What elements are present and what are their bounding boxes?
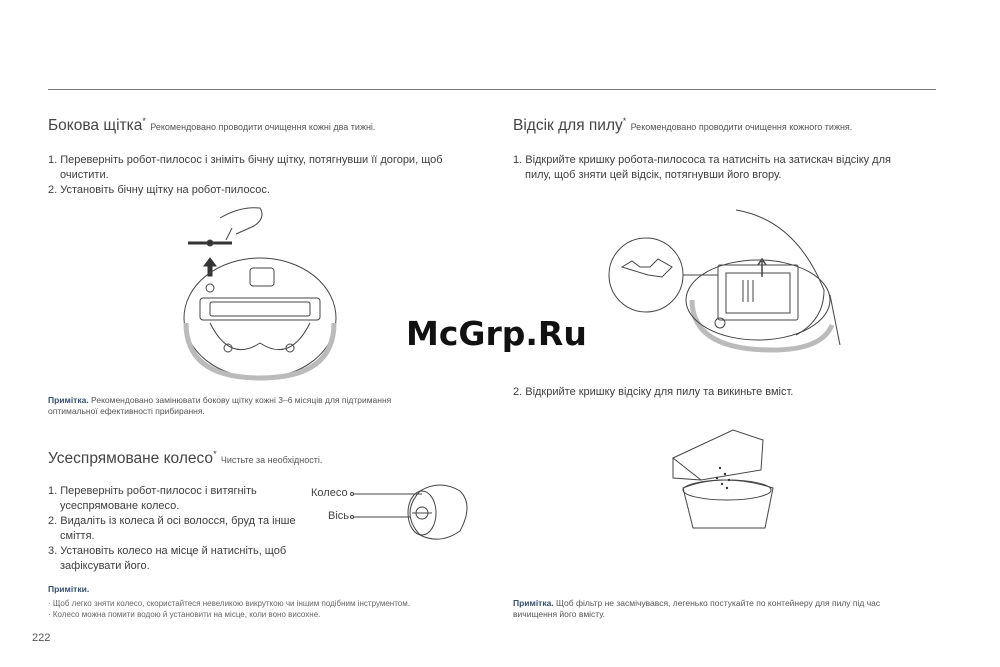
- side-brush-title: Бокова щітка: [48, 117, 143, 135]
- dustbin-title: Відсік для пилу: [513, 117, 623, 135]
- dustbin-star: *: [622, 116, 627, 126]
- wheel-step1-cont: усеспрямоване колесо.: [60, 500, 180, 512]
- robot-dustbin-illustration: [608, 205, 848, 365]
- side-brush-step2: 2. Установіть бічну щітку на робот-пилосос.: [48, 184, 270, 196]
- side-brush-note: [48, 395, 488, 417]
- dustbin-note: [513, 598, 953, 620]
- robot-bottom-illustration: [180, 198, 340, 388]
- dustbin-note-label: Примітка.: [513, 598, 554, 608]
- side-brush-step1: 1. Переверніть робот-пилосос і зніміть бічну щітку, потягнувши її догори, щоб: [48, 154, 443, 166]
- side-brush-star: *: [142, 116, 146, 126]
- dustbin-heading: [513, 116, 852, 135]
- wheel-step1: 1. Переверніть робот-пилосос і витягніть: [48, 485, 257, 497]
- wheel-label: Колесо: [311, 487, 348, 499]
- side-brush-note-text: Рекомендовано замінювати бокову щітку кожні 3–6 місяців для підтримання: [88, 395, 392, 405]
- dustbin-recommendation: Рекомендовано проводити очищення кожного тижня.: [630, 122, 853, 133]
- wheel-step3-cont: зафіксувати його.: [60, 560, 150, 572]
- wheel-notes: [48, 598, 498, 620]
- watermark-text: McGrp.Ru: [406, 314, 587, 353]
- side-brush-steps: [48, 153, 488, 198]
- wheel-illustration: [350, 485, 480, 545]
- wheel-note-2: · Колесо можна помити водою й установити на місце, коли воно висохне.: [48, 610, 321, 619]
- wheel-title: Усеспрямоване колесо: [48, 450, 214, 468]
- wheel-notes-label: Примітки.: [48, 584, 90, 594]
- dustbin-note-text: Щоб фільтр не засмічувався, легенько постукайте по контейнеру для пилу під час: [553, 598, 881, 608]
- wheel-note-1-text: Щоб легко зняти колесо, скористайтеся невеликою викруткою чи іншим подібним інструментом.: [52, 599, 410, 608]
- wheel-step2: 2. Видаліть із колеса й осі волосся, бруд та інше: [48, 515, 296, 527]
- header-rule: [48, 89, 936, 90]
- side-brush-step1-cont: очистити.: [60, 169, 109, 181]
- dustbin-step1: 1. Відкрийте кришку робота-пилососа та натисніть на затискач відсіку для: [513, 154, 891, 166]
- dustbin-step1-cont: пилу, щоб зняти цей відсік, потягнувши його вгору.: [525, 169, 782, 181]
- wheel-notes-label-wrap: [48, 584, 89, 595]
- side-brush-note-text-cont: оптимальної ефективності прибирання.: [48, 406, 205, 416]
- wheel-step3: 3. Установіть колесо на місце й натисніть, щоб: [48, 545, 287, 557]
- dustbin-empty-illustration: [665, 418, 785, 528]
- wheel-steps: [48, 484, 318, 574]
- wheel-star: *: [213, 449, 217, 459]
- wheel-note-2-text: Колесо можна помити водою й установити на місце, коли воно висохне.: [52, 610, 321, 619]
- side-brush-heading: [48, 116, 375, 135]
- axle-label: Вісь: [328, 510, 350, 522]
- dustbin-step2: 2. Відкрийте кришку відсіку для пилу та викиньте вміст.: [513, 386, 794, 398]
- wheel-step2-cont: сміття.: [60, 530, 95, 542]
- page-number: 222: [32, 632, 51, 644]
- side-brush-recommendation: Рекомендовано проводити очищення кожні два тижні.: [150, 122, 376, 133]
- wheel-heading: [48, 449, 322, 468]
- dustbin-steps-1: [513, 153, 953, 183]
- dustbin-note-text-cont: вичищення його вмісту.: [513, 609, 606, 619]
- wheel-recommendation: Чистьте за необхідності.: [220, 455, 323, 466]
- side-brush-note-label: Примітка.: [48, 395, 89, 405]
- wheel-note-1: · Щоб легко зняти колесо, скористайтеся невеликою викруткою чи іншим подібним інструментом.: [48, 599, 410, 608]
